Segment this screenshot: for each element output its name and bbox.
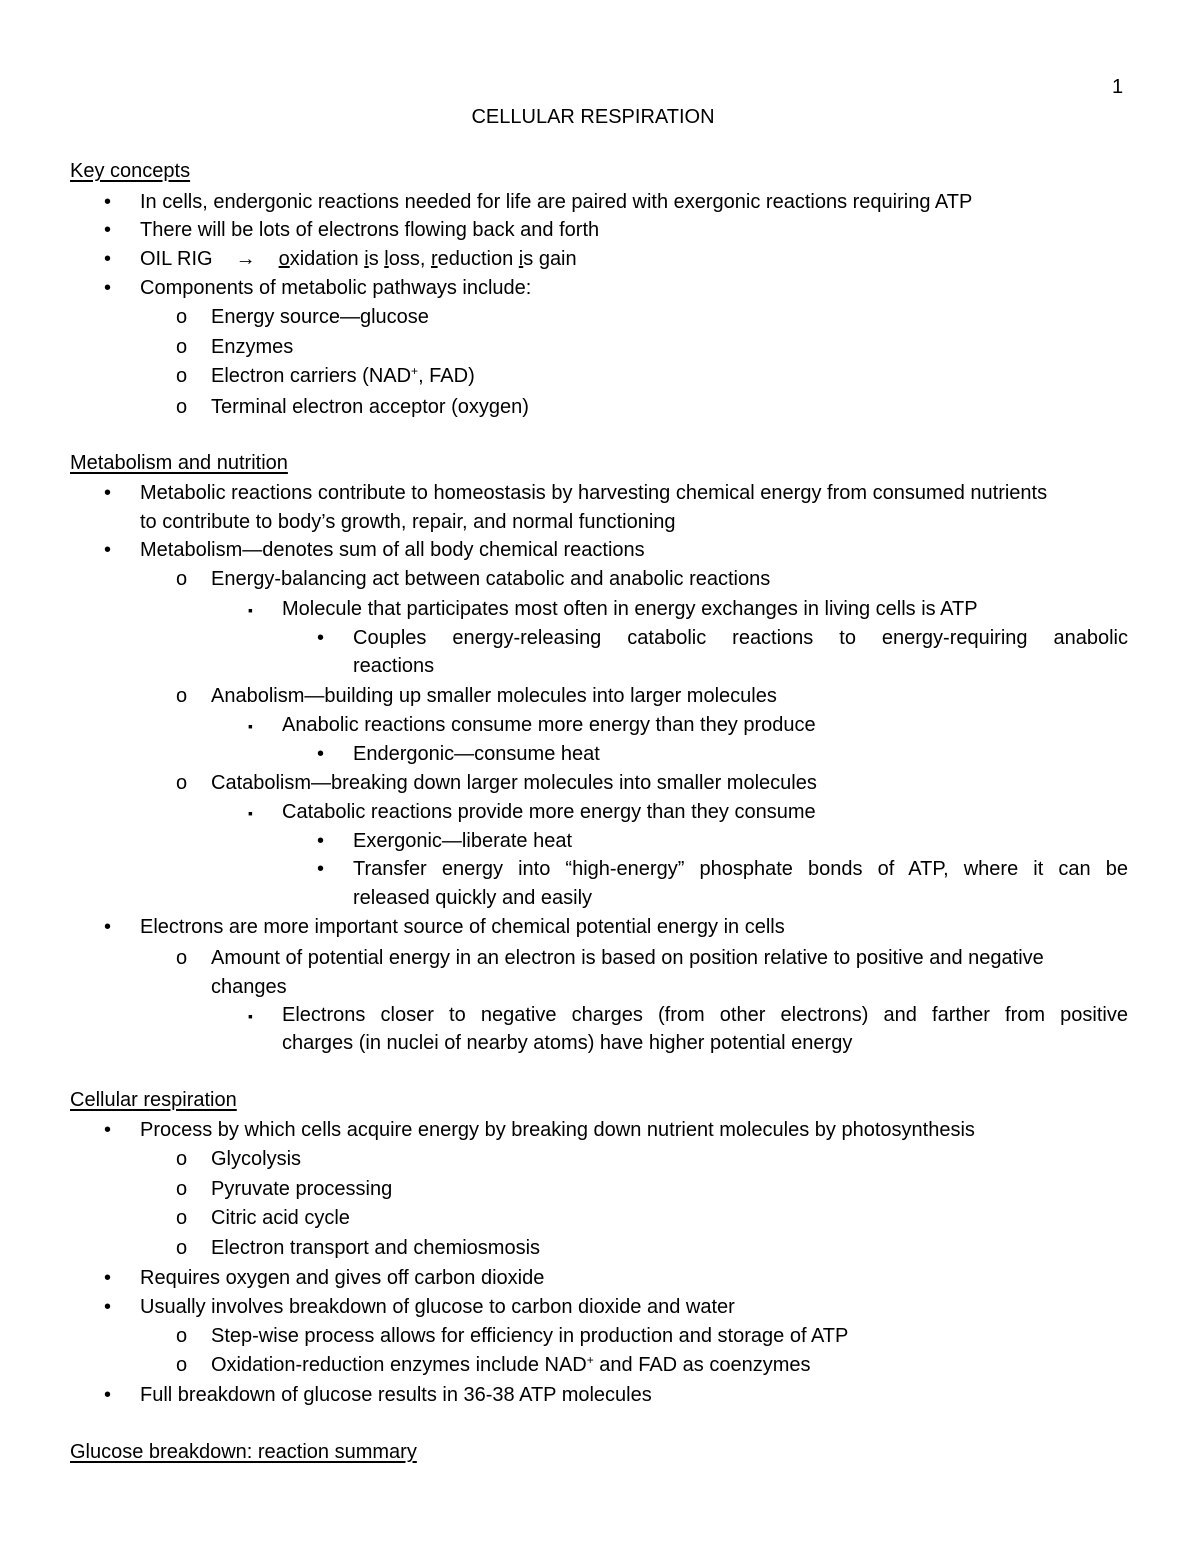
- list-item: Metabolism—denotes sum of all body chemical reactions: [140, 539, 645, 561]
- bullet-level2: o: [176, 336, 188, 358]
- bullet-level1: •: [104, 539, 112, 561]
- bullet-level4: •: [317, 627, 325, 649]
- list-item: Electrons are more important source of chemical potential energy in cells: [140, 916, 785, 938]
- mnemonic-text: ain: [549, 248, 577, 270]
- bullet-level1: •: [104, 1296, 112, 1318]
- bullet-level4: •: [317, 858, 325, 880]
- bullet-level1: •: [104, 1267, 112, 1289]
- bullet-level3: ▪: [248, 718, 253, 734]
- list-item-continuation: reactions: [353, 655, 435, 677]
- list-item: There will be lots of electrons flowing back and forth: [140, 219, 600, 241]
- list-subitem: Glycolysis: [211, 1148, 302, 1170]
- mnemonic-letter: i: [518, 248, 524, 270]
- subitem-text: , FAD): [418, 365, 475, 387]
- subitem-text: Electron carriers (NAD: [211, 365, 412, 387]
- list-subitem: Catabolism—breaking down larger molecules into smaller molecules: [211, 772, 817, 794]
- bullet-level1: •: [104, 248, 112, 270]
- list-item-continuation: released quickly and easily: [353, 887, 593, 909]
- list-item: Full breakdown of glucose results in 36-38 ATP molecules: [140, 1384, 652, 1406]
- list-item: Usually involves breakdown of glucose to carbon dioxide and water: [140, 1296, 735, 1318]
- mnemonic-text: s: [368, 248, 385, 270]
- bullet-level2: o: [176, 365, 188, 387]
- bullet-level1: •: [104, 482, 112, 504]
- bullet-level2: o: [176, 1178, 188, 1200]
- bullet-level2: o: [176, 306, 188, 328]
- mnemonic-text: eduction: [437, 248, 519, 270]
- bullet-level1: •: [104, 191, 112, 213]
- list-item-continuation: charges (in nuclei of nearby atoms) have higher potential energy: [282, 1032, 853, 1054]
- bullet-level2: o: [176, 1148, 188, 1170]
- section-heading-cellular-respiration: Cellular respiration: [70, 1089, 237, 1111]
- bullet-level1: •: [104, 916, 112, 938]
- bullet-level4: •: [317, 743, 325, 765]
- section-heading-key-concepts: Key concepts: [70, 160, 191, 182]
- list-subitem: Enzymes: [211, 336, 294, 358]
- mnemonic-text: oss,: [388, 248, 431, 270]
- mnemonic-text: s: [523, 248, 539, 270]
- mnemonic-letter: r: [430, 248, 438, 270]
- bullet-level1: •: [104, 1119, 112, 1141]
- bullet-level1: •: [104, 1384, 112, 1406]
- bullet-level1: •: [104, 219, 112, 241]
- list-item-continuation: to contribute to body’s growth, repair, and normal functioning: [140, 511, 676, 533]
- arrow-icon: →: [235, 248, 256, 270]
- list-item-oil-rig: [140, 247, 577, 271]
- list-subitem: Electron transport and chemiosmosis: [211, 1237, 541, 1259]
- list-level4-item: Couples energy-releasing catabolic reactions to energy-requiring anabolic: [353, 627, 1128, 649]
- subitem-text: Oxidation-reduction enzymes include NAD: [211, 1354, 587, 1376]
- mnemonic-text: xidation: [289, 248, 365, 270]
- bullet-level4: •: [317, 830, 325, 852]
- bullet-level2: o: [176, 685, 188, 707]
- bullet-level3: ▪: [248, 602, 253, 618]
- section-heading-glucose-breakdown: Glucose breakdown: reaction summary: [70, 1441, 417, 1463]
- list-subitem: Terminal electron acceptor (oxygen): [211, 396, 529, 418]
- list-subitem: Energy-balancing act between catabolic and anabolic reactions: [211, 568, 771, 590]
- list-subitem: Citric acid cycle: [211, 1207, 350, 1229]
- bullet-level2: o: [176, 1354, 188, 1376]
- subitem-text: and FAD as coenzymes: [593, 1354, 811, 1376]
- list-level4-item: Endergonic—consume heat: [353, 743, 600, 765]
- oil-rig-label: OIL RIG: [140, 248, 213, 270]
- list-level4-item: Transfer energy into “high-energy” phosphate bonds of ATP, where it can be: [353, 858, 1128, 880]
- list-subitem: [211, 364, 475, 388]
- list-subitem: Step-wise process allows for efficiency in production and storage of ATP: [211, 1325, 849, 1347]
- list-subitem: [211, 1353, 811, 1377]
- superscript-plus: +: [586, 1353, 594, 1367]
- mnemonic-letter: l: [384, 248, 389, 270]
- page-number: 1: [1112, 76, 1124, 98]
- mnemonic-letter: o: [278, 248, 290, 270]
- section-heading-metabolism: Metabolism and nutrition: [70, 452, 288, 474]
- bullet-level2: o: [176, 568, 188, 590]
- bullet-level2: o: [176, 1207, 188, 1229]
- bullet-level2: o: [176, 396, 188, 418]
- list-item: Components of metabolic pathways include:: [140, 277, 532, 299]
- bullet-level2: o: [176, 1237, 188, 1259]
- list-subitem: Anabolism—building up smaller molecules into larger molecules: [211, 685, 777, 707]
- list-item: Process by which cells acquire energy by breaking down nutrient molecules by photosynthesis: [140, 1119, 975, 1141]
- document-title: CELLULAR RESPIRATION: [471, 106, 715, 128]
- mnemonic-letter: g: [538, 248, 550, 270]
- list-subsubitem: Molecule that participates most often in energy exchanges in living cells is ATP: [282, 598, 978, 620]
- list-subsubitem: Catabolic reactions provide more energy than they consume: [282, 801, 816, 823]
- list-item: In cells, endergonic reactions needed for life are paired with exergonic reactions requiring ATP: [140, 191, 973, 213]
- list-subsubitem: Anabolic reactions consume more energy than they produce: [282, 714, 816, 736]
- superscript-plus: +: [411, 364, 419, 378]
- list-subitem: Pyruvate processing: [211, 1178, 393, 1200]
- bullet-level1: •: [104, 277, 112, 299]
- list-level4-item: Exergonic—liberate heat: [353, 830, 573, 852]
- list-item: Requires oxygen and gives off carbon dioxide: [140, 1267, 545, 1289]
- list-item: Metabolic reactions contribute to homeostasis by harvesting chemical energy from consumed nutrients: [140, 482, 1048, 504]
- bullet-level3: ▪: [248, 805, 253, 821]
- list-subsubitem: Electrons closer to negative charges (from other electrons) and farther from positive: [282, 1004, 1128, 1026]
- list-subitem: Amount of potential energy in an electron is based on position relative to positive and negative: [211, 947, 1044, 969]
- bullet-level2: o: [176, 772, 188, 794]
- bullet-level3: ▪: [248, 1008, 253, 1024]
- bullet-level2: o: [176, 947, 188, 969]
- mnemonic-letter: i: [364, 248, 369, 270]
- bullet-level2: o: [176, 1325, 188, 1347]
- list-item-continuation: changes: [211, 976, 287, 998]
- list-subitem: Energy source—glucose: [211, 306, 429, 328]
